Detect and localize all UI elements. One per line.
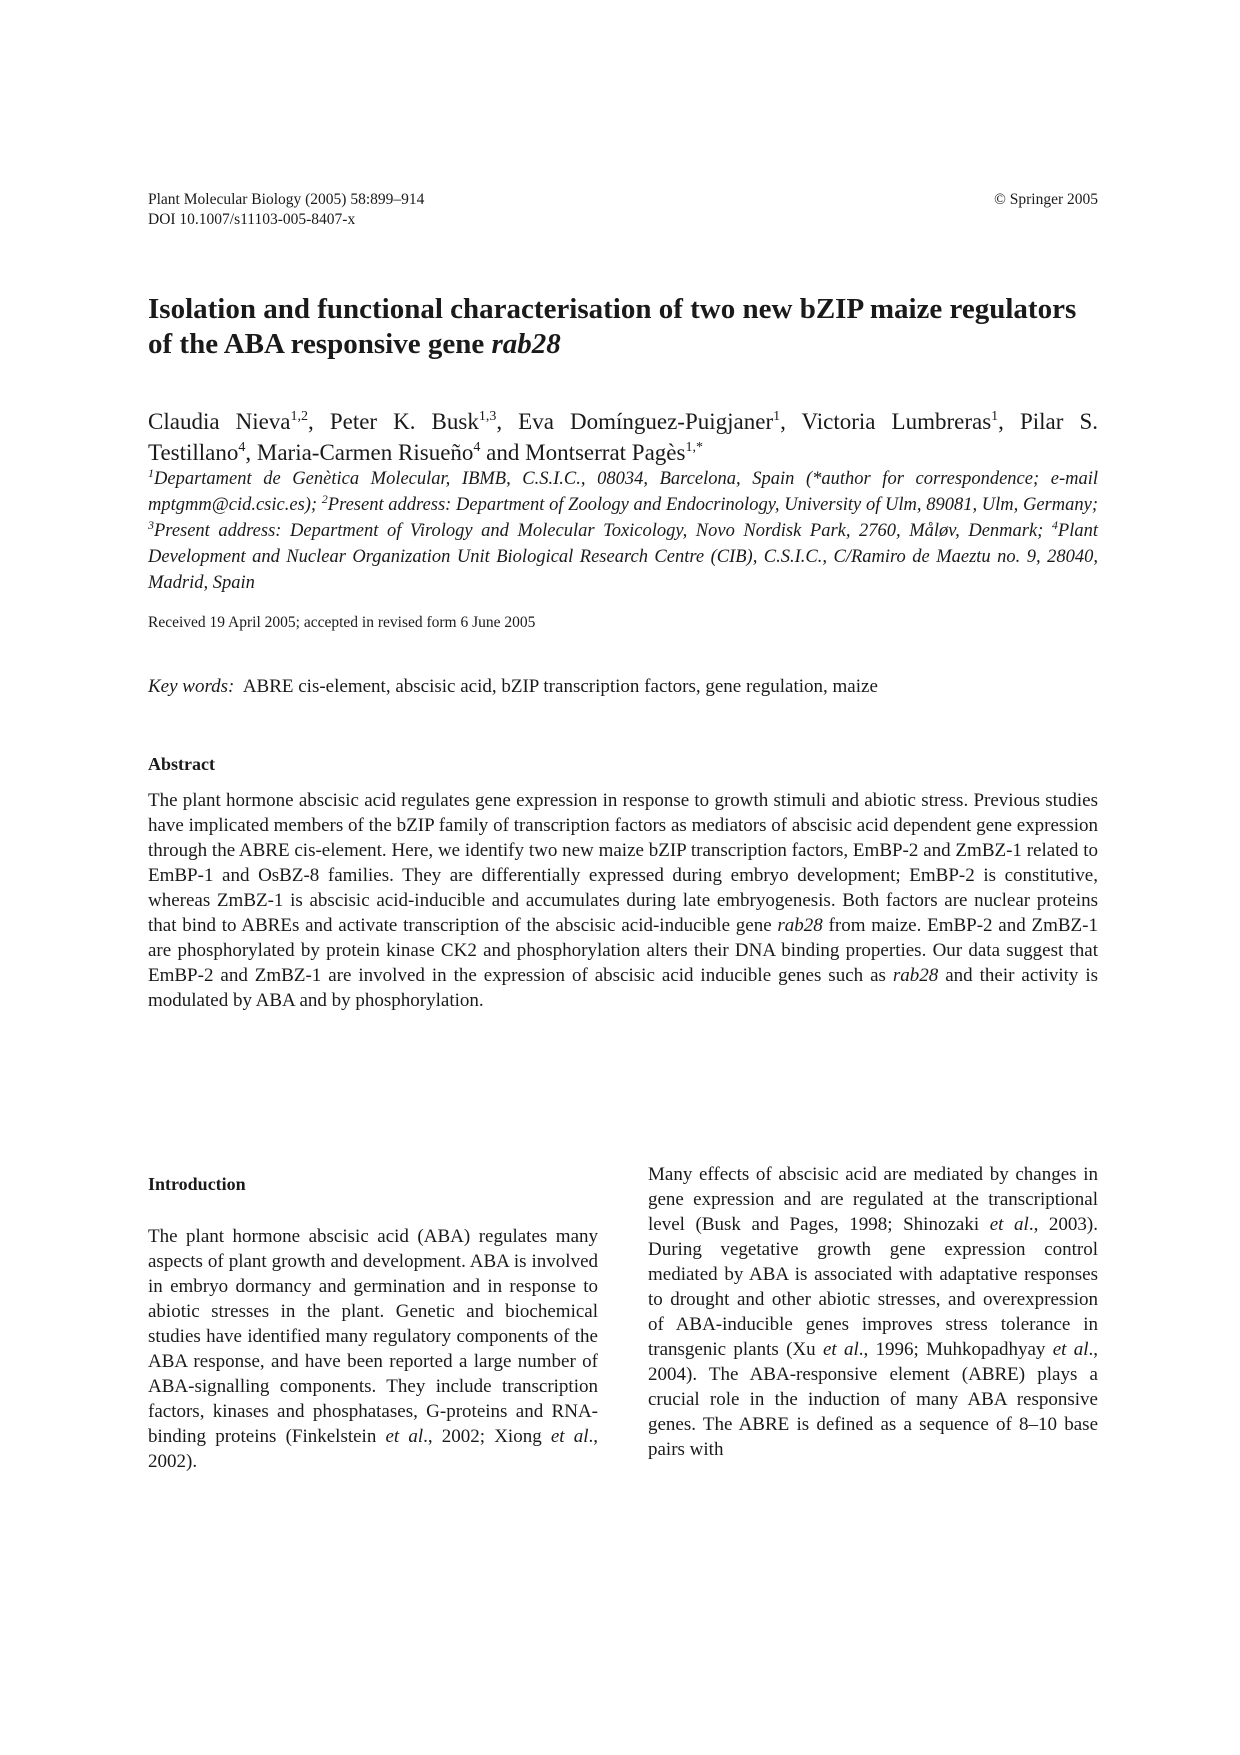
introduction-heading: Introduction bbox=[148, 1174, 246, 1194]
abstract-heading: Abstract bbox=[148, 754, 215, 774]
copyright: © Springer 2005 bbox=[994, 191, 1098, 208]
keywords bbox=[148, 676, 1098, 698]
gene-name: rab28 bbox=[491, 328, 561, 360]
introduction-column-right: Many effects of abscisic acid are mediated by changes in gene expression and are regulated at the transcriptional level (Busk and Pages, 1998; Shinozaki et al., 2003). During vegetative growth gene expression control mediated by ABA is associated with adaptative responses to drought and other abiotic stresses, and overexpression of ABA-inducible genes improves stress tolerance in transgenic plants (Xu et al., 1996; Muhkopadhyay et al., 2004). The ABA-responsive element (ABRE) plays a crucial role in the induction of many ABA responsive genes. The ABRE is defined as a sequence of 8–10 base pairs with bbox=[648, 1164, 1098, 1460]
abstract-body: The plant hormone abscisic acid regulates gene expression in response to growth stimuli and abiotic stress. Previous studies have implicated members of the bZIP family of transcription factors as mediators of abscisic acid dependent gene expression through the ABRE cis-element. Here, we identify two new maize bZIP transcription factors, EmBP-2 and ZmBZ-1 related to EmBP-1 and OsBZ-8 families. They are differentially expressed during embryo development; EmBP-2 is constitutive, whereas ZmBZ-1 is abscisic acid-inducible and accumulates during late embryogenesis. Both factors are nuclear proteins that bind to ABREs and activate transcription of the abscisic acid-inducible gene rab28 from maize. EmBP-2 and ZmBZ-1 are phosphorylated by protein kinase CK2 and phosphorylation alters their DNA binding properties. Our data suggest that EmBP-2 and ZmBZ-1 are involved in the expression of abscisic acid inducible genes such as rab28 and their activity is modulated by ABA and by phosphorylation. bbox=[148, 790, 1099, 1011]
article-title: Isolation and functional characterisation of two new bZIP maize regulators of the ABA responsive gene rab28 bbox=[148, 293, 1077, 360]
author: Claudia Nieva bbox=[148, 409, 291, 434]
journal-citation: Plant Molecular Biology (2005) 58:899–914 bbox=[148, 191, 425, 208]
keywords-label: Key words: bbox=[148, 676, 235, 697]
author: Peter K. Busk bbox=[329, 409, 479, 434]
received-dates: Received 19 April 2005; accepted in revised form 6 June 2005 bbox=[148, 614, 536, 631]
author: Maria-Carmen Risueño bbox=[256, 440, 474, 465]
introduction-column-left: The plant hormone abscisic acid (ABA) regulates many aspects of plant growth and development. ABA is involved in embryo dormancy and germination and in response to abiotic stresses in the plant. Genetic and biochemical studies have identified many regulatory components of the ABA response, and have been reported a large number of ABA-signalling components. They include transcription factors, kinases and phosphatases, G-proteins and RNA-binding proteins (Finkelstein et al., 2002; Xiong et al., 2002). bbox=[148, 1226, 598, 1472]
affiliations: $^1$Departament de Genètica Molecular, IBMB, C.S.I.C., 08034, Barcelona, Spain (*author for correspondence; e-mail mptgmm@cid.csic.es); $^2$Present address: Department of Zoology and Endocrinology, University of Ulm, 89081, Ulm, Germany; $^3$Present address: Department of Virology and Molecular Toxicology, Novo Nordisk Park, 2760, Måløv, Denmark; $^4$Plant Development and Nuclear Organization Unit Biological Research Centre (CIB), C.S.I.C., C/Ramiro de Maeztu no. 9, 28040, Madrid, Spain bbox=[148, 466, 1098, 593]
author-list: Claudia Nieva$^{1,2}$, Peter K. Busk$^{1,3}$, Eva Domínguez-Puigjaner$^1$, Victoria Lumbreras$^1$, Pilar S. Testillano$^4$, Maria-Carmen Risueño$^4$ and Montserrat Pagès$^{1,*}$ bbox=[148, 409, 1099, 465]
doi: DOI 10.1007/s11103-005-8407-x bbox=[148, 211, 356, 228]
author: Montserrat Pagès bbox=[525, 440, 686, 465]
author: Pilar S. Testillano bbox=[148, 409, 1099, 465]
author: Eva Domínguez-Puigjaner bbox=[518, 409, 774, 434]
keywords-text: ABRE cis-element, abscisic acid, bZIP transcription factors, gene regulation, maize bbox=[242, 676, 878, 697]
paper-page bbox=[148, 0, 1098, 1755]
author: Victoria Lumbreras bbox=[801, 409, 992, 434]
running-header bbox=[148, 190, 1098, 230]
